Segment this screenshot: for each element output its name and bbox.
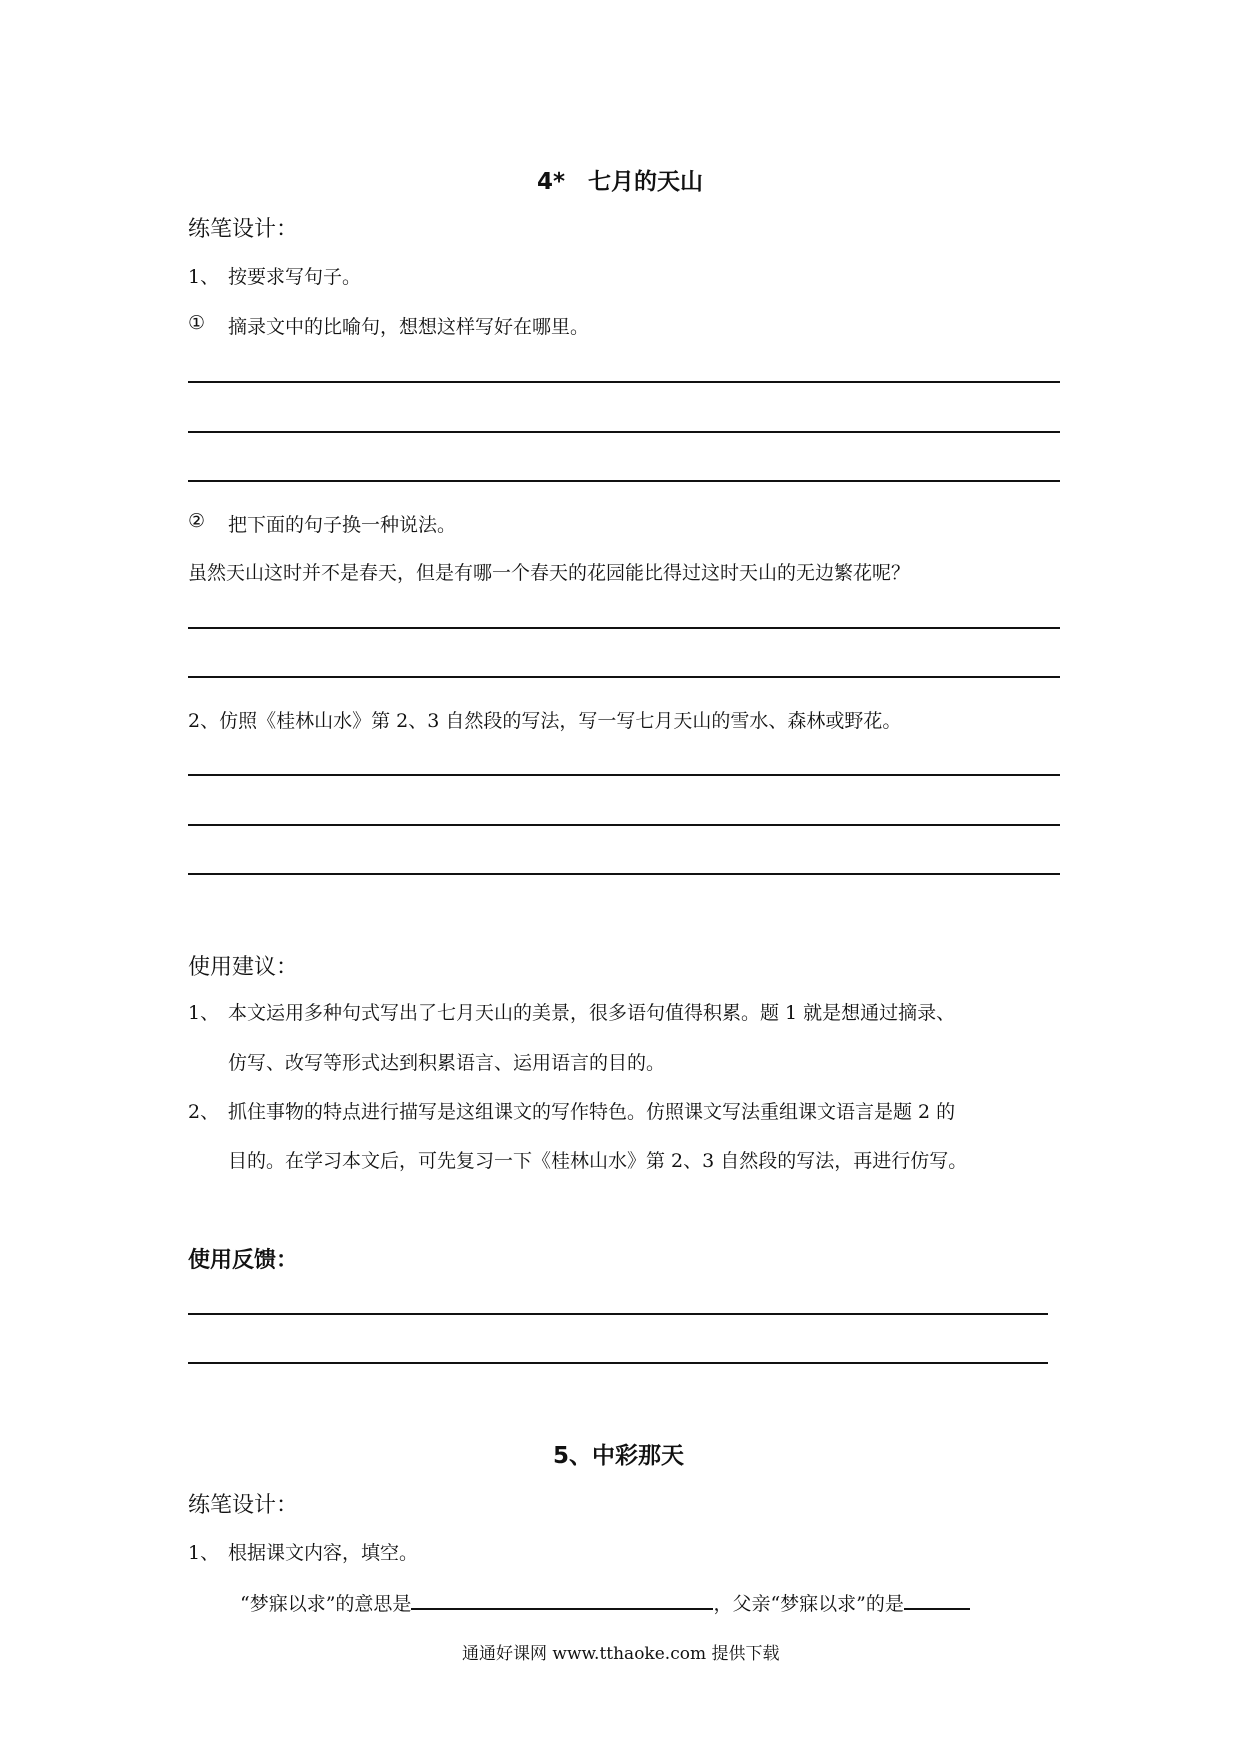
lesson5-title: 5、中彩那天 [553, 1443, 685, 1469]
footer-text: 通通好课网 www.tthaoke.com 提供下载 [462, 1644, 780, 1664]
lesson4-title: 4* 七月的天山 [537, 169, 704, 195]
answer-line[interactable] [188, 627, 1060, 629]
question-1a-marker: ① [188, 312, 206, 334]
answer-line[interactable] [188, 774, 1060, 776]
question-1b-text: 把下面的句子换一种说法。 [228, 514, 457, 536]
lesson5-question-1-text: 根据课文内容，填空。 [228, 1542, 419, 1564]
feedback-line[interactable] [188, 1313, 1048, 1315]
question-1-number: 1、 [188, 266, 220, 288]
answer-line[interactable] [188, 431, 1060, 433]
fill-in-part-2: ，父亲“梦寐以求”的是 [713, 1593, 904, 1615]
question-1b-marker: ② [188, 510, 206, 532]
lesson4-practice-heading: 练笔设计： [188, 217, 299, 242]
answer-line[interactable] [188, 381, 1060, 383]
question-1b-sentence: 虽然天山这时并不是春天，但是有哪一个春天的花园能比得过这时天山的无边繁花呢？ [188, 562, 911, 584]
answer-line[interactable] [188, 676, 1060, 678]
suggestion-1-line-1: 本文运用多种句式写出了七月天山的美景，很多语句值得积累。题 1 就是想通过摘录、 [228, 1002, 956, 1024]
suggestion-2-number: 2、 [188, 1101, 220, 1123]
answer-line[interactable] [188, 873, 1060, 875]
suggestion-2-line-1: 抓住事物的特点进行描写是这组课文的写作特色。仿照课文写法重组课文语言是题 2 的 [228, 1101, 956, 1123]
fill-in-sentence [240, 1588, 970, 1616]
answer-line[interactable] [188, 480, 1060, 482]
feedback-heading: 使用反馈： [188, 1248, 299, 1273]
question-1a-text: 摘录文中的比喻句，想想这样写好在哪里。 [228, 316, 590, 338]
question-2-text: 2、仿照《桂林山水》第 2、3 自然段的写法，写一写七月天山的雪水、森林或野花。 [188, 710, 902, 732]
feedback-line[interactable] [188, 1362, 1048, 1364]
fill-in-blank[interactable] [411, 1588, 713, 1610]
fill-in-blank[interactable] [904, 1588, 970, 1610]
lesson5-practice-heading: 练笔设计： [188, 1493, 299, 1518]
suggestion-2-line-2: 目的。在学习本文后，可先复习一下《桂林山水》第 2、3 自然段的写法，再进行仿写。 [228, 1150, 968, 1172]
question-1-text: 按要求写句子。 [228, 266, 362, 288]
lesson5-question-1-number: 1、 [188, 1542, 220, 1564]
suggestion-1-line-2: 仿写、改写等形式达到积累语言、运用语言的目的。 [228, 1052, 666, 1074]
fill-in-part-1: “梦寐以求”的意思是 [240, 1593, 412, 1615]
suggestion-heading: 使用建议： [188, 955, 299, 980]
answer-line[interactable] [188, 824, 1060, 826]
suggestion-1-number: 1、 [188, 1002, 220, 1024]
